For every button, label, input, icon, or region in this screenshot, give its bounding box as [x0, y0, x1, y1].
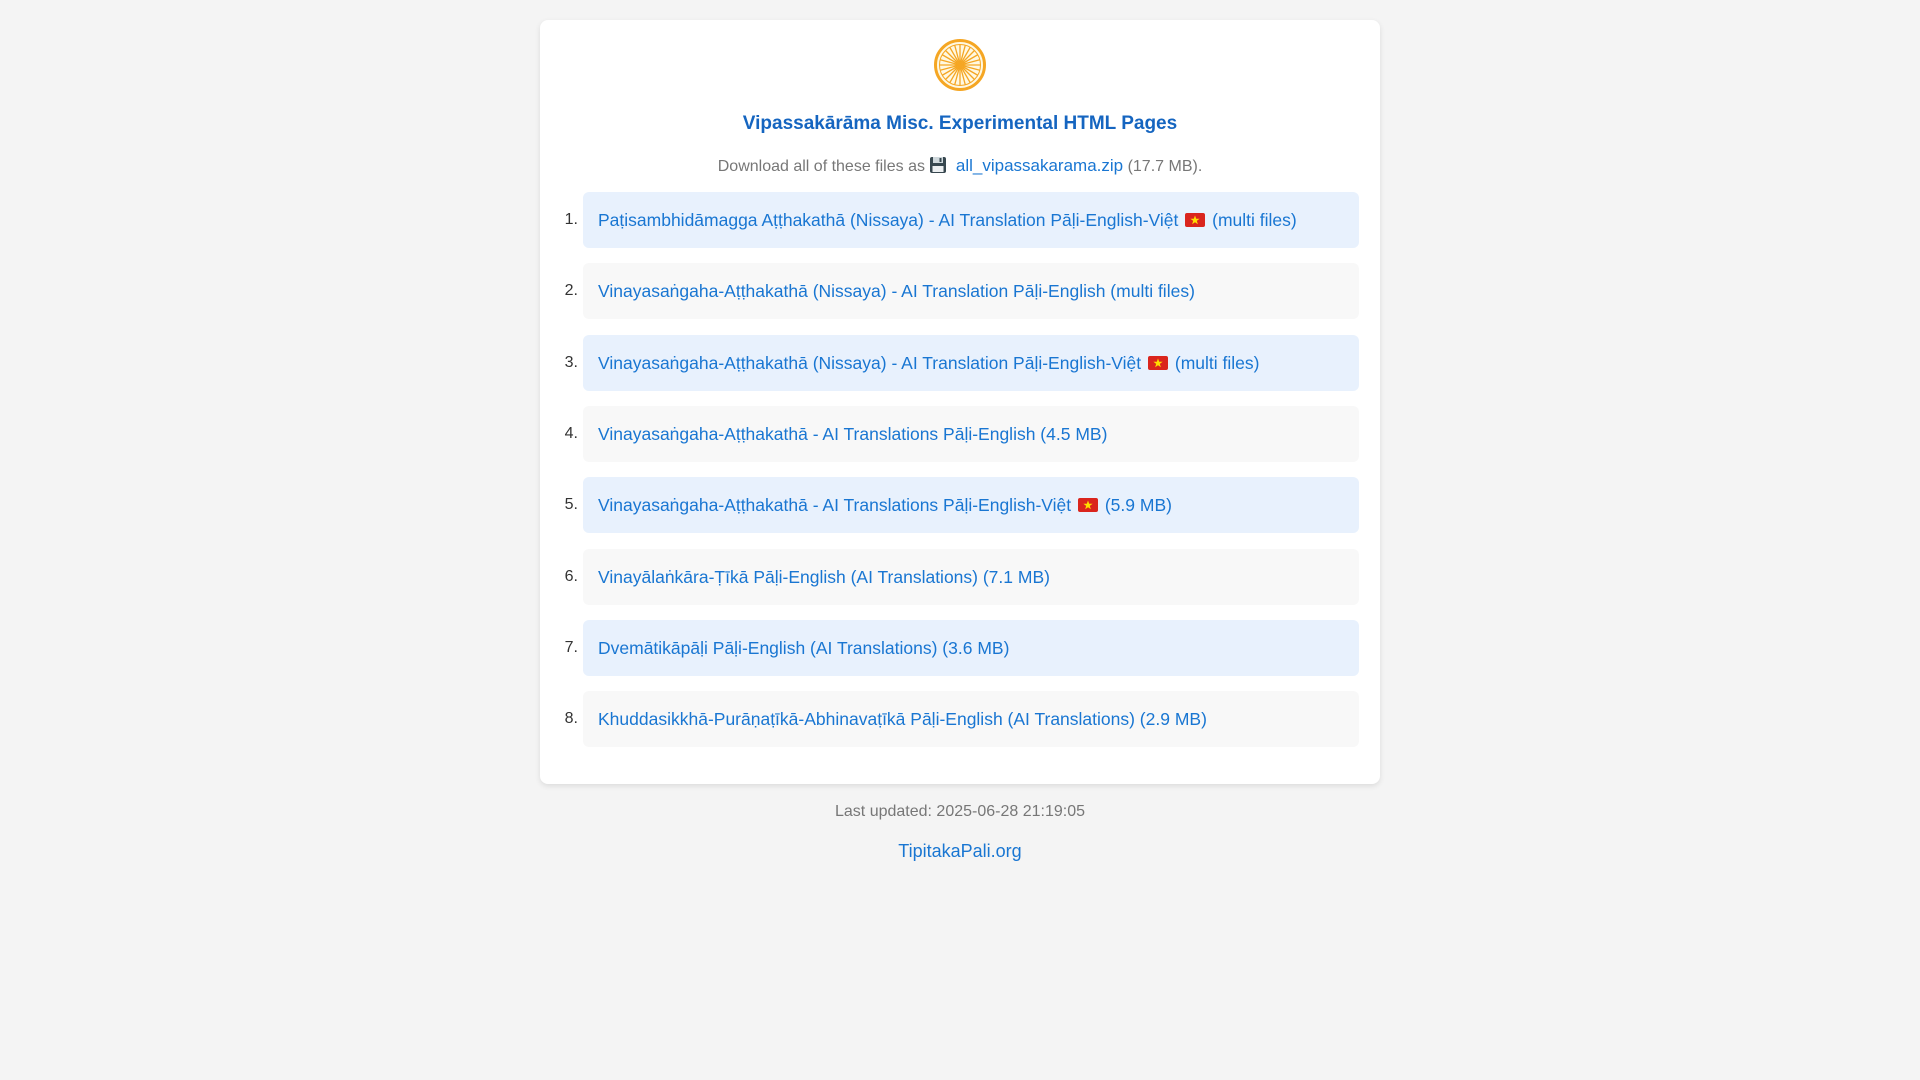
last-updated: Last updated: 2025-06-28 21:19:05 [835, 803, 1085, 820]
file-link-suffix: (5.9 MB) [1104, 495, 1172, 515]
page-title: Vipassakārāma Misc. Experimental HTML Pages [742, 113, 1178, 134]
file-link[interactable] [598, 691, 1207, 747]
file-link-text: Khuddasikkhā-Purāṇaṭīkā-Abhinavaṭīkā Pāḷi-English (AI Translations) (2.9 MB) [598, 709, 1207, 729]
list-item [564, 549, 1359, 605]
download-prefix: Download all of these files as [717, 158, 925, 175]
file-link-text: Vinayasaṅgaha-Aṭṭhakathā - AI Translations Pāḷi-English-Việt [598, 495, 1072, 515]
list-item-number: 2. [564, 282, 578, 299]
file-link-suffix: (multi files) [1174, 353, 1260, 373]
list-item [564, 691, 1359, 747]
file-link-text: Dvemātikāpāḷi Pāḷi-English (AI Translations) (3.6 MB) [598, 638, 1010, 658]
floppy-disk-icon [929, 156, 947, 174]
download-zip-link[interactable]: all_vipassakarama.zip [955, 156, 1124, 175]
file-link[interactable] [598, 406, 1107, 462]
list-item-number: 7. [564, 639, 578, 656]
download-size: (17.7 MB). [1127, 158, 1203, 175]
list-item [564, 477, 1359, 533]
list-item [564, 406, 1359, 462]
content-card [540, 20, 1380, 784]
vietnam-flag-icon [1078, 498, 1098, 512]
list-item-number: 8. [564, 710, 578, 727]
file-link[interactable] [598, 620, 1009, 676]
file-link[interactable] [598, 335, 1259, 391]
list-item-number: 1. [564, 211, 578, 228]
file-link-text: Vinayasaṅgaha-Aṭṭhakathā - AI Translations Pāḷi-English (4.5 MB) [598, 424, 1108, 444]
file-link[interactable] [598, 192, 1297, 248]
dharma-wheel-icon [934, 39, 986, 91]
download-line [540, 156, 1380, 176]
list-item [564, 335, 1359, 391]
vietnam-flag-icon [1185, 213, 1205, 227]
list-item-number: 4. [564, 425, 578, 442]
file-link[interactable] [598, 263, 1195, 319]
list-item-number: 3. [564, 354, 578, 371]
list-item [564, 263, 1359, 319]
list-item [564, 620, 1359, 676]
file-link-text: Vinayasaṅgaha-Aṭṭhakathā (Nissaya) - AI Translation Pāḷi-English (multi files) [598, 281, 1195, 301]
file-link[interactable] [598, 549, 1050, 605]
list-item-number: 6. [564, 568, 578, 585]
file-link[interactable] [598, 477, 1172, 533]
file-link-text: Paṭisambhidāmagga Aṭṭhakathā (Nissaya) - AI Translation Pāḷi-English-Việt [598, 210, 1179, 230]
list-item [564, 192, 1359, 248]
site-link[interactable]: TipitakaPali.org [898, 841, 1022, 861]
vietnam-flag-icon [1148, 356, 1168, 370]
file-link-text: Vinayasaṅgaha-Aṭṭhakathā (Nissaya) - AI Translation Pāḷi-English-Việt [598, 353, 1142, 373]
list-item-number: 5. [564, 496, 578, 513]
footer [0, 841, 1920, 862]
file-link-text: Vinayālaṅkāra-Ṭīkā Pāḷi-English (AI Translations) (7.1 MB) [598, 567, 1050, 587]
file-link-suffix: (multi files) [1212, 210, 1297, 230]
